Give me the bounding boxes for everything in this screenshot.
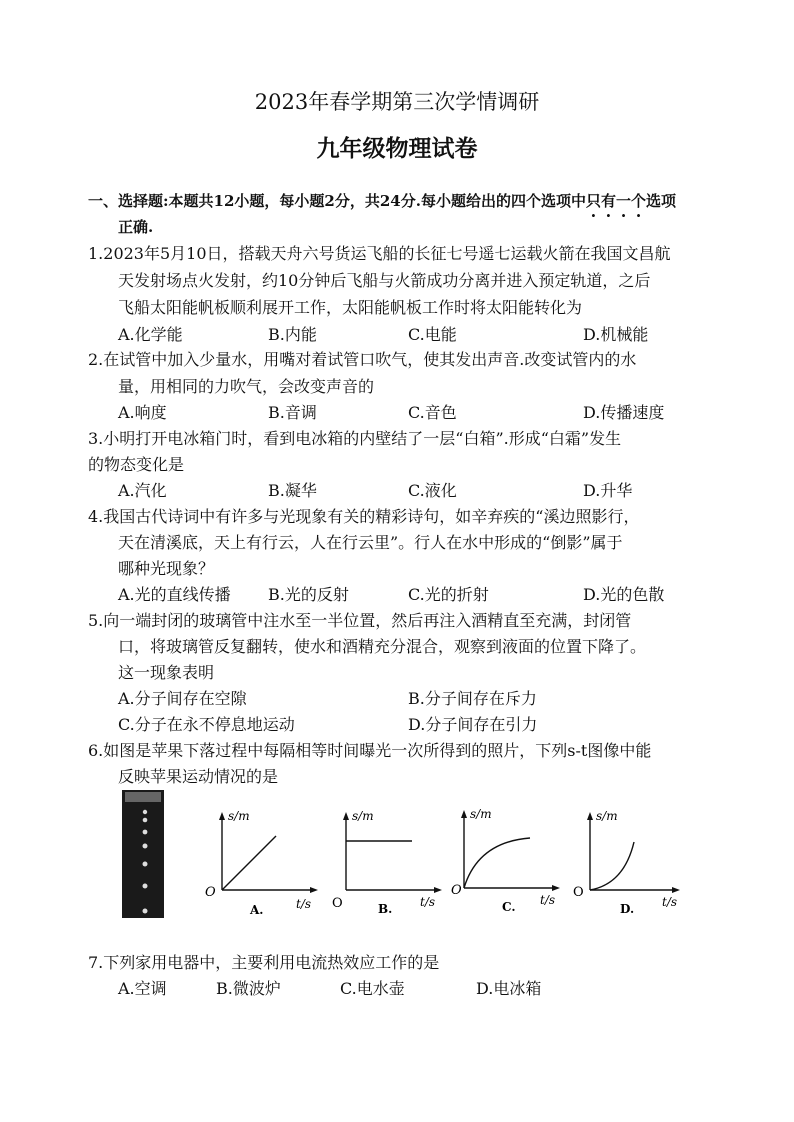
section-instruction: 一、选择题:本题共12小题，每小题2分，共24分.每小题给出的四个选项中只有一个选项	[88, 192, 677, 210]
question-3-line: 3.小明打开电冰箱门时，看到电冰箱的内壁结了一层“白箱”.形成“白霜”发生	[88, 429, 622, 448]
question-7-line: 7.下列家用电器中，主要利用电流热效应工作的是	[88, 953, 440, 972]
question-3-option-d: D.升华	[583, 481, 633, 500]
question-7-option-d: D.电冰箱	[476, 979, 542, 998]
graph-d-label: D.	[620, 902, 635, 916]
question-2-option-a: A.响度	[118, 403, 167, 422]
question-4-option-c: C.光的折射	[408, 585, 489, 604]
question-2-option-b: B.音调	[268, 403, 317, 422]
exam-title: 2023年春学期第三次学情调研	[254, 90, 540, 114]
question-1-option-c: C.电能	[408, 325, 457, 344]
question-7-option-c: C.电水壶	[340, 979, 405, 998]
question-1-line: 天发射场点火发射，约10分钟后飞船与火箭成功分离并进入预定轨道，之后	[118, 271, 651, 290]
graph-b-ylabel: s/m	[352, 809, 374, 823]
question-1-option-b: B.内能	[268, 325, 317, 344]
question-2-option-c: C.音色	[408, 403, 457, 422]
graph-a-xlabel: t/s	[296, 897, 312, 911]
question-4-option-d: D.光的色散	[583, 585, 665, 604]
graph-a-origin: O	[205, 885, 216, 900]
question-6-line: 6.如图是苹果下落过程中每隔相等时间曝光一次所得到的照片，下列s-t图像中能	[88, 741, 652, 760]
graph-b	[332, 809, 442, 916]
graph-a	[205, 809, 318, 917]
graph-d-ylabel: s/m	[596, 809, 618, 823]
apple-strobe-photo	[122, 790, 164, 918]
graph-c-origin: O	[451, 883, 462, 898]
question-5-line: 这一现象表明	[118, 663, 215, 682]
question-1-line: 1.2023年5月10日，搭载天舟六号货运飞船的长征七号遥七运载火箭在我国文昌航	[88, 244, 671, 263]
graph-b-xlabel: t/s	[420, 895, 436, 909]
question-4-line: 天在清溪底，天上有行云，人在行云里”。行人在水中形成的“倒影”属于	[118, 533, 623, 552]
graph-b-origin: O	[332, 896, 343, 911]
question-6-line: 反映苹果运动情况的是	[118, 767, 279, 786]
question-1-line: 飞船太阳能帆板顺利展开工作，太阳能帆板工作时将太阳能转化为	[118, 298, 583, 317]
question-5-option-a: A.分子间存在空隙	[118, 689, 247, 708]
graph-c-label: C.	[502, 900, 516, 914]
graph-c-xlabel: t/s	[540, 893, 556, 907]
question-3-option-c: C.液化	[408, 481, 457, 500]
question-5-line: 5.向一端封闭的玻璃管中注水至一半位置，然后再注入酒精直至充满，封闭管	[88, 611, 632, 630]
question-4-line: 4.我国古代诗词中有许多与光现象有关的精彩诗句，如辛弃疾的“溪边照影行，	[88, 507, 640, 526]
graph-b-label: B.	[378, 902, 393, 916]
question-2-line: 2.在试管中加入少量水，用嘴对着试管口吹气，使其发出声音.改变试管内的水	[88, 350, 637, 369]
graph-d-xlabel: t/s	[662, 895, 678, 909]
graph-c	[451, 807, 560, 914]
question-2-option-d: D.传播速度	[583, 403, 665, 422]
exam-subtitle: 九年级物理试卷	[316, 135, 478, 162]
question-4-option-b: B.光的反射	[268, 585, 349, 604]
question-5-line: 口，将玻璃管反复翻转，使水和酒精充分混合，观察到液面的位置下降了。	[118, 637, 647, 656]
question-4-option-a: A.光的直线传播	[118, 585, 231, 604]
question-5-option-b: B.分子间存在斥力	[408, 689, 537, 708]
graph-c-ylabel: s/m	[470, 807, 492, 821]
question-2-line: 量，用相同的力吹气，会改变声音的	[118, 377, 375, 396]
question-3-line: 的物态变化是	[88, 455, 185, 474]
section-instruction-cont: 正确.	[118, 218, 154, 236]
question-3-option-b: B.凝华	[268, 481, 317, 500]
question-3-option-a: A.汽化	[118, 481, 167, 500]
question-5-option-c: C.分子在永不停息地运动	[118, 715, 295, 734]
question-1-option-d: D.机械能	[583, 325, 649, 344]
graph-a-label: A.	[250, 903, 264, 917]
question-7-option-b: B.微波炉	[216, 979, 281, 998]
question-5-option-d: D.分子间存在引力	[408, 715, 538, 734]
question-7-option-a: A.空调	[118, 979, 167, 998]
graph-d	[573, 809, 680, 916]
question-6-figures	[0, 780, 794, 930]
question-1-option-a: A.化学能	[118, 325, 183, 344]
graph-d-origin: O	[573, 885, 584, 900]
question-4-line: 哪种光现象？	[118, 559, 215, 578]
graph-a-ylabel: s/m	[228, 809, 250, 823]
